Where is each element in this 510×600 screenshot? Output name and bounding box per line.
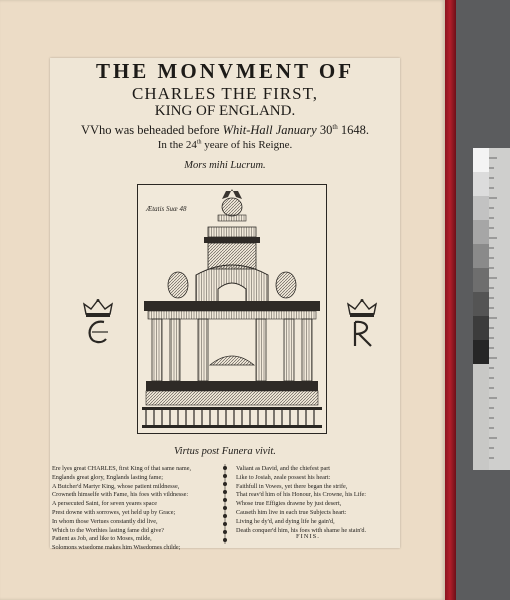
- grey-swatch: [473, 220, 489, 244]
- verse-line: Living he dy'd, and dying life he gain'd,: [236, 517, 335, 525]
- day-number: 30: [316, 123, 333, 138]
- calibration-ruler: [473, 148, 510, 470]
- motto-bottom: Virtus post Funera vivit.: [174, 446, 276, 457]
- verse-line: Whose true Effigies drawne by just desert,: [236, 500, 342, 508]
- verse-line: Like to Josiah, zeale possest his heart:: [236, 473, 331, 481]
- crown-right-icon: [344, 298, 380, 348]
- verse-line: Solomons wisedome makes him Wisedomes childe;: [52, 544, 181, 552]
- verse-line: Crowneth himselfe with Fame, his foes with vildnesse:: [52, 491, 189, 499]
- title-line-3: KING OF ENGLAND.: [154, 103, 296, 119]
- verse-left-column: [52, 465, 217, 553]
- verse-line: Causeth him live in each true Subjects heart:: [236, 508, 347, 516]
- verse-right-column: [236, 465, 398, 535]
- execution-text: VVho was beheaded before: [80, 123, 223, 138]
- verse-line: Valiant as David, and the chiefest part: [236, 465, 330, 472]
- grey-swatch: [473, 196, 489, 220]
- finis-label: FINIS.: [296, 533, 320, 540]
- reign-text-b: yeare of his Reigne.: [201, 139, 293, 151]
- year-text: 1648.: [337, 123, 370, 138]
- execution-date-line: [50, 123, 400, 138]
- verse-line: Which to the Worthies lasting fame did give?: [52, 526, 164, 534]
- title-line-2: CHARLES THE FIRST,: [132, 84, 318, 103]
- grey-swatch: [473, 292, 489, 316]
- grey-swatch: [473, 316, 489, 340]
- reign-year-line: [50, 139, 400, 151]
- verse-line: Ere lyes great CHARLES, first King of that same name,: [52, 465, 192, 472]
- title-line-1: THE MONVMENT OF: [95, 59, 355, 83]
- verse-line: Patient as Job, and like to Moses, milde,: [52, 535, 152, 543]
- reign-suffix: th: [196, 139, 202, 146]
- monument-drawing: [138, 185, 326, 433]
- aetat-label: Ætatis Suæ 48: [146, 205, 187, 213]
- crown-left-icon: [80, 298, 116, 346]
- verse-line: That reav'd him of his Honour, his Crowne, his Life:: [236, 491, 366, 499]
- verse-line: Englands great glory, Englands lasting fame;: [52, 473, 163, 481]
- verse-line: A persecuted Saint, for seven yeares space: [52, 500, 157, 508]
- verse-line: Faithfull in Vowes, yet there began the strife,: [236, 482, 348, 490]
- day-suffix: th: [332, 123, 338, 131]
- verse-line: A Butcher'd Martyr King, whose patient mildnesse,: [52, 482, 180, 490]
- grey-swatch: [473, 364, 489, 470]
- broadside-sheet: [50, 58, 400, 552]
- motto-top: Mors mihi Lucrum.: [184, 160, 266, 171]
- verse-line: Prest downe with sorrowes, yet held up by Grace;: [52, 508, 176, 516]
- measure-scale: [489, 148, 510, 470]
- grey-swatch: [473, 340, 489, 364]
- red-binding-edge: [445, 0, 456, 600]
- monument-engraving: [137, 184, 327, 434]
- grey-swatch: [473, 244, 489, 268]
- reign-text-a: In the 24: [157, 139, 197, 151]
- grey-swatch: [473, 148, 489, 172]
- ornament-divider: [220, 464, 230, 544]
- grey-swatch: [473, 172, 489, 196]
- verse-line: Death conquer'd him, his foes with shame he stain'd.: [236, 526, 367, 534]
- whitehall-date: Whit-Hall January: [222, 123, 317, 138]
- grey-swatch: [473, 268, 489, 292]
- verse-line: In whom those Vertues constantly did live,: [52, 517, 158, 525]
